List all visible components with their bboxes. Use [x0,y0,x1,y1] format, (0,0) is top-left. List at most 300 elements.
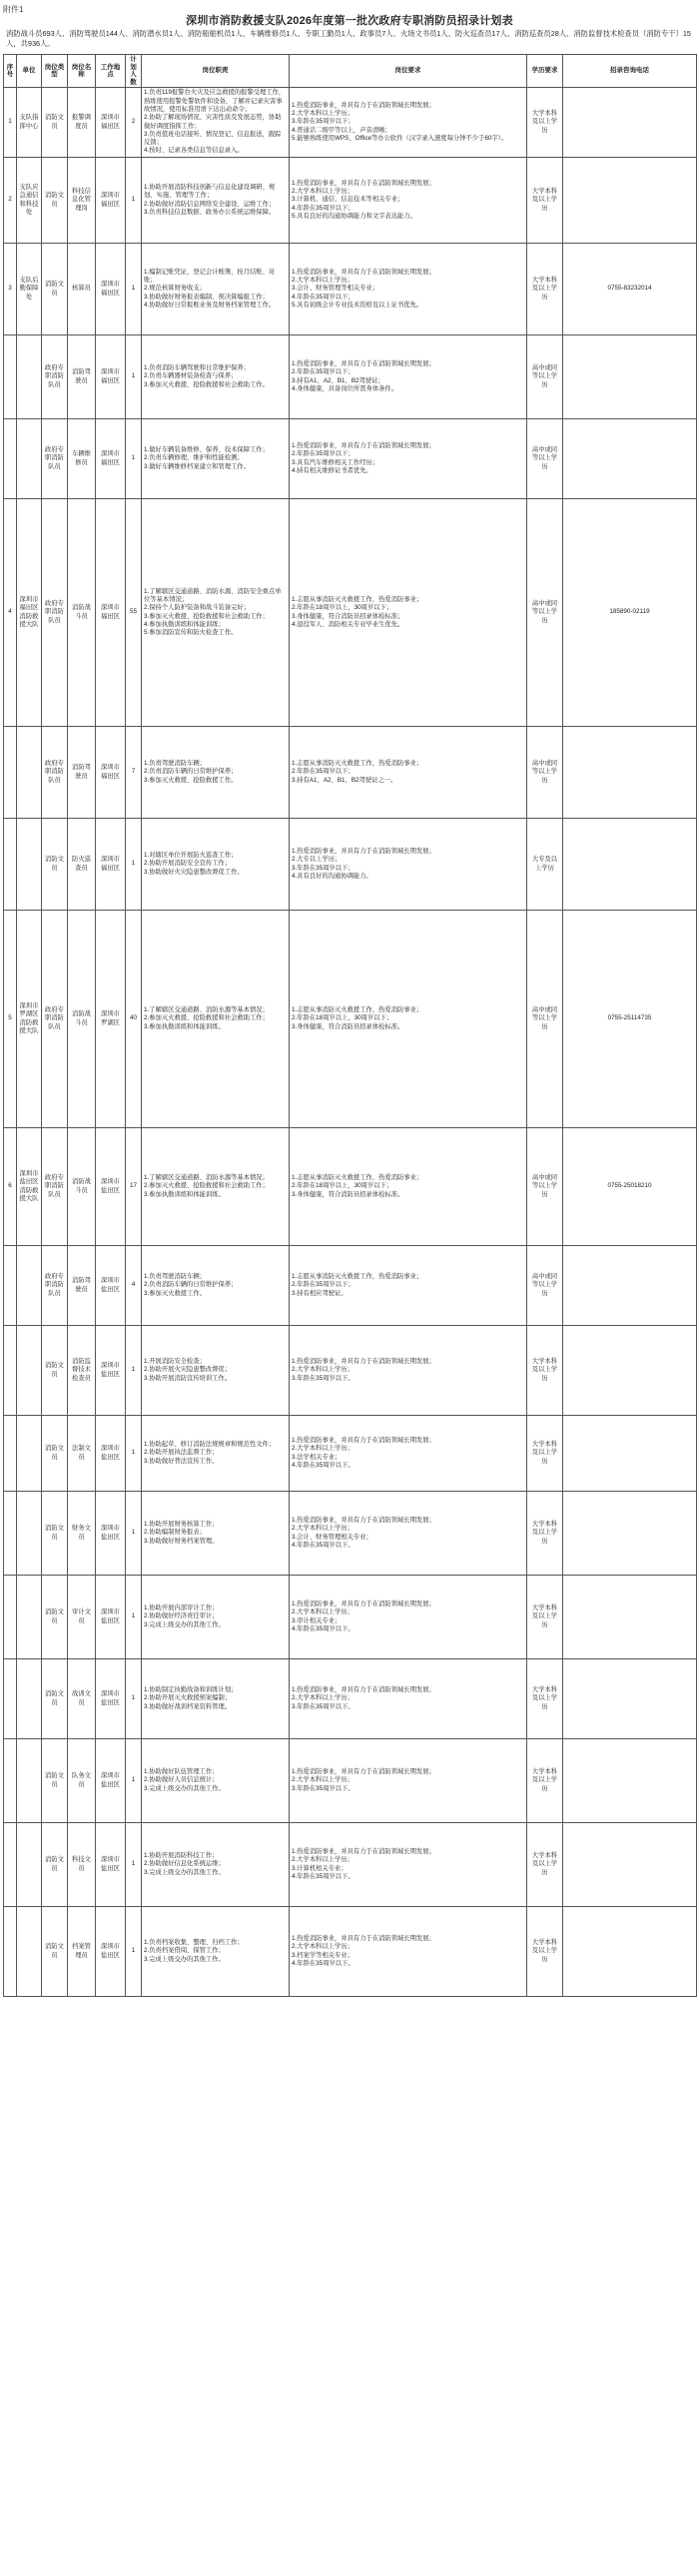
header-requirements: 岗位要求 [290,55,527,88]
cell-name: 防火巡查员 [68,819,96,911]
cell-seq [4,1246,17,1326]
duty-line: 3.完成上级交办的其他工作。 [144,1784,225,1792]
cell-requirements [290,1823,527,1907]
cell-requirements [290,727,527,819]
cell-requirements [290,244,527,335]
cell-duties [142,244,290,335]
duty-line: 3.协助做好财务档案管理。 [144,1537,219,1545]
requirement-line: 3.法学相关专业； [292,1453,342,1461]
table-row [4,158,697,244]
cell-count: 1 [126,819,142,911]
table-row [4,1416,697,1492]
requirement-line: 3.计算机相关专业； [292,1864,348,1872]
requirement-line: 3.持有A1、A2、B1、B2驾驶证； [292,376,384,384]
table-row [4,244,697,335]
cell-place: 深圳市福田区 [96,88,126,158]
requirement-line: 3.档案学等相关专业； [292,1951,353,1959]
cell-unit [17,1246,42,1326]
duty-line: 4.协助做好日常报账业务及财务档案管理工作。 [144,301,276,309]
cell-phone [563,1739,697,1823]
cell-place: 深圳市盐田区 [96,1128,126,1246]
recruitment-table [3,54,697,1997]
cell-duties [142,419,290,499]
cell-phone [563,1576,697,1659]
cell-unit: 深圳市罗湖区消防救援大队 [17,911,42,1128]
table-row [4,1659,697,1739]
duty-line: 1.协助制定执勤战备和训练计划； [144,1686,238,1694]
cell-unit: 支队应急通信和科技处 [17,158,42,244]
requirement-line: 2.年龄在35周岁以下； [292,1281,354,1289]
duty-line: 2.参加灭火救援、抢险救援和社会救助工作； [144,1182,269,1190]
requirement-line: 1.热爱消防事业，并具有力于在消防领域长期发展； [292,179,435,187]
cell-unit [17,1576,42,1659]
cell-name: 消防战斗员 [68,1128,96,1246]
duty-line: 1.协助开展内部审计工作； [144,1605,219,1612]
duty-line: 1.开展消防安全检查； [144,1358,206,1366]
cell-place: 深圳市盐田区 [96,1326,126,1416]
duty-line: 3.完成上级交办的其他工作。 [144,1955,225,1963]
duty-line: 2.负责消防车辆的日常维护保养； [144,768,238,776]
cell-phone [563,335,697,419]
duty-line: 3.协助做好普法宣传工作。 [144,1457,219,1465]
requirement-line: 2.大学本科以上学历； [292,1943,353,1951]
cell-phone [563,158,697,244]
requirement-line: 2.年龄在35周岁以下； [292,768,354,776]
cell-place: 深圳市福田区 [96,727,126,819]
requirement-line: 1.志愿从事消防灭火救援工作，热爱消防事业； [292,1273,423,1281]
cell-type: 消防文员 [42,244,68,335]
table-row [4,1576,697,1659]
requirement-line: 1.热爱消防事业，并具有力于在消防领域长期发展； [292,1516,435,1524]
requirement-line: 4.普通话二级甲等以上，声音清晰； [292,126,391,134]
requirement-line: 2.大学本科以上学历； [292,1366,353,1374]
cell-type: 消防文员 [42,158,68,244]
requirement-line: 2.年龄在35周岁以下； [292,368,354,376]
duty-line: 2.负责档案借阅、保管工作； [144,1947,225,1955]
cell-seq [4,1823,17,1907]
cell-name: 核算员 [68,244,96,335]
requirement-line: 1.热爱消防事业，并具有力于在消防领域长期发展； [292,1358,435,1366]
cell-phone [563,819,697,911]
cell-count: 1 [126,1823,142,1907]
cell-requirements [290,499,527,727]
header-education: 学历要求 [527,55,563,88]
cell-seq [4,819,17,911]
cell-seq [4,1326,17,1416]
cell-seq [4,1492,17,1576]
duty-line: 3.参加灭火救援、抢险救援工作。 [144,776,238,784]
requirement-line: 1.志愿从事消防灭火救援工作，热爱消防事业； [292,1006,423,1014]
duty-line: 1.协助开展财务核算工作； [144,1521,219,1529]
cell-phone [563,419,697,499]
requirement-line: 2.大学本科以上学历； [292,1776,353,1784]
cell-duties [142,158,290,244]
cell-name: 车辆维修员 [68,419,96,499]
cell-phone [563,88,697,158]
cell-education: 大学本科及以上学历 [527,1416,563,1492]
cell-place: 深圳市福田区 [96,158,126,244]
cell-count: 1 [126,335,142,419]
cell-requirements [290,88,527,158]
cell-name: 消防战斗员 [68,911,96,1128]
header-unit: 单位 [17,55,42,88]
cell-requirements [290,911,527,1128]
duty-line: 2.协助开展灭火救援预案编制； [144,1694,232,1702]
cell-requirements [290,1739,527,1823]
requirement-line: 4.退役军人、消防相关专业毕业生优先。 [292,620,404,628]
cell-requirements [290,1416,527,1492]
requirement-line: 2.年龄在35周岁以下； [292,450,354,458]
duty-line: 1.负责档案收集、整理、归档工作； [144,1939,244,1947]
cell-education: 高中或同等以上学历 [527,419,563,499]
cell-name: 队务文员 [68,1739,96,1823]
cell-count: 1 [126,1576,142,1659]
duty-line: 2.协助开展火灾隐患整改督促； [144,1366,232,1374]
duty-line: 4.按时、记录各类信息等信息录入。 [144,147,244,155]
requirement-line: 4.持有相关维修证书者优先。 [292,466,372,474]
duty-line: 3.参加执勤训练和体能训练。 [144,1190,225,1198]
cell-education: 高中或同等以上学历 [527,335,563,419]
header-type: 岗位类型 [42,55,68,88]
cell-duties [142,1246,290,1326]
cell-education: 大学本科及以上学历 [527,158,563,244]
cell-education: 高中或同等以上学历 [527,911,563,1128]
duty-line: 1.做好车辆装备维修、保养、技术保障工作； [144,446,269,454]
cell-duties [142,1128,290,1246]
cell-seq [4,1576,17,1659]
table-row [4,1739,697,1823]
cell-education: 大学本科及以上学历 [527,244,563,335]
cell-name: 消防驾驶员 [68,1246,96,1326]
attachment-label: 附件1 [3,5,24,14]
cell-phone: 0755-25114735 [563,911,697,1128]
cell-type: 政府专职消防队员 [42,911,68,1128]
cell-education: 大学本科及以上学历 [527,1492,563,1576]
duty-line: 2.协助做好消防信息网络安全建设、运维工作； [144,200,276,208]
cell-requirements [290,1659,527,1739]
cell-place: 深圳市盐田区 [96,1492,126,1576]
cell-type: 政府专职消防队员 [42,419,68,499]
requirement-line: 4.年龄在35周岁以下； [292,293,354,301]
duty-line: 1.了解辖区交通道路、消防水源等基本情况； [144,1174,269,1182]
duty-line: 2.协助做好经济责任审计； [144,1612,219,1620]
cell-count: 1 [126,419,142,499]
requirement-line: 2.大学本科以上学历； [292,1856,353,1864]
duty-line: 4.参加执勤训练和体能训练； [144,620,225,628]
requirement-line: 2.大学本科以上学历； [292,110,353,118]
header-phone: 招录咨询电话 [563,55,697,88]
cell-seq: 2 [4,158,17,244]
cell-unit [17,1326,42,1416]
duty-line: 1.对辖区单位开展防火巡查工作； [144,852,238,860]
cell-unit: 支队指挥中心 [17,88,42,158]
cell-phone [563,1823,697,1907]
cell-phone: 0755-83232014 [563,244,697,335]
cell-name: 消防驾驶员 [68,335,96,419]
requirement-line: 5.具有初级会计专业技术资格及以上证书优先。 [292,301,423,309]
cell-education: 高中或同等以上学历 [527,1246,563,1326]
table-row [4,88,697,158]
duty-line: 1.协助开展消防科技工作； [144,1852,219,1860]
cell-type: 政府专职消防队员 [42,1128,68,1246]
cell-unit [17,1492,42,1576]
table-body [4,88,697,1997]
table-row [4,911,697,1128]
cell-unit: 深圳市福田区消防救援大队 [17,499,42,727]
table-row [4,1907,697,1997]
cell-requirements [290,1492,527,1576]
cell-seq [4,1416,17,1492]
duty-line: 1.负责驾驶消防车辆； [144,760,206,768]
table-row [4,727,697,819]
cell-education: 大学本科及以上学历 [527,88,563,158]
cell-requirements [290,335,527,419]
cell-duties [142,88,290,158]
cell-requirements [290,1576,527,1659]
requirement-line: 1.热爱消防事业，并具有力于在消防领域长期发展； [292,1847,435,1855]
cell-place: 深圳市福田区 [96,244,126,335]
header-seq: 序号 [4,55,17,88]
cell-type: 政府专职消防队员 [42,727,68,819]
requirement-line: 3.持有相应驾驶证。 [292,1289,348,1297]
cell-count: 1 [126,1659,142,1739]
cell-type: 消防文员 [42,1659,68,1739]
duty-line: 3.参加灭火救援、抢险救援和社会救助工作； [144,612,269,620]
duty-line: 3.协助做好财务报表编制、预决算编报工作； [144,293,269,301]
requirement-line: 2.大学本科以上学历； [292,277,353,285]
cell-phone [563,1659,697,1739]
cell-count: 1 [126,1492,142,1576]
cell-unit [17,1416,42,1492]
duty-line: 3.完成上级交办的其他工作。 [144,1620,225,1628]
cell-phone [563,1907,697,1997]
requirement-line: 4.年龄在35周岁以下。 [292,1541,354,1549]
duty-line: 2.规范核算财务收支； [144,285,206,293]
header-duties: 岗位职责 [142,55,290,88]
recruitment-summary: 消防战斗员693人、消防驾驶员144人、消防潜水员1人、消防船舶机员1人、车辆维修员1人、专职工勤员1人、政事员7人、火场文书员1人、防火巡查员17人、消防巡查员28人、消防监督技术检查员（消防专干）15人，共936人。 [6,29,691,48]
duty-line: 2.协助开展执法监督工作； [144,1449,219,1457]
cell-education: 大学本科及以上学历 [527,1823,563,1907]
cell-type: 政府专职消防队员 [42,1246,68,1326]
duty-line: 3.负责值班电话接听、情况登记、信息报送，跟踪反馈； [144,130,282,147]
cell-count: 17 [126,1128,142,1246]
cell-duties [142,819,290,911]
cell-seq [4,1907,17,1997]
cell-count: 40 [126,911,142,1128]
duty-line: 3.参加灭火救援工作。 [144,1289,206,1297]
cell-type: 消防文员 [42,1823,68,1907]
duty-line: 3.协助做好战训档案资料管理。 [144,1702,232,1710]
requirement-line: 4.年龄在35周岁以下。 [292,1461,354,1469]
duty-line: 2.协助做好信息化系统运维； [144,1860,225,1868]
cell-duties [142,1492,290,1576]
requirement-line: 2.大学本科以上学历； [292,188,353,196]
duty-line: 2.负责消防车辆的日常维护保养； [144,1281,238,1289]
header-name: 岗位名称 [68,55,96,88]
cell-name: 战训文员 [68,1659,96,1739]
cell-phone [563,727,697,819]
cell-type: 消防文员 [42,1739,68,1823]
cell-requirements [290,1246,527,1326]
cell-phone [563,1246,697,1326]
cell-requirements [290,419,527,499]
cell-duties [142,727,290,819]
cell-type: 政府专职消防队员 [42,335,68,419]
cell-type: 消防文员 [42,1416,68,1492]
cell-duties [142,1576,290,1659]
cell-count: 1 [126,1416,142,1492]
cell-count: 1 [126,158,142,244]
requirement-line: 2.大学本科以上学历； [292,1445,353,1453]
cell-phone: 185890-02119 [563,499,697,727]
cell-seq [4,335,17,419]
cell-duties [142,499,290,727]
cell-name: 审计文员 [68,1576,96,1659]
table-header-row [4,55,697,88]
cell-duties [142,1659,290,1739]
requirement-line: 4.年龄在35周岁以下； [292,204,354,212]
cell-count: 1 [126,1739,142,1823]
cell-seq: 1 [4,88,17,158]
table-row [4,1823,697,1907]
requirement-line: 2.年龄在18周岁以上，30周岁以下； [292,1014,393,1022]
cell-duties [142,1823,290,1907]
cell-type: 消防文员 [42,1907,68,1997]
cell-name: 科技文员 [68,1823,96,1907]
requirement-line: 3.会计、财务管理相关专业； [292,1533,372,1541]
cell-unit [17,335,42,419]
cell-requirements [290,1128,527,1246]
requirement-line: 1.志愿从事消防灭火救援工作，热爱消防事业； [292,1174,423,1182]
cell-name: 档案管理员 [68,1907,96,1997]
cell-duties [142,911,290,1128]
requirement-line: 1.热爱消防事业，并具有力于在消防领域长期发展； [292,101,435,109]
table-row [4,1326,697,1416]
requirement-line: 2.大学本科以上学历； [292,1525,353,1533]
duty-line: 2.协助开展消防安全宣传工作； [144,860,232,868]
cell-unit [17,1907,42,1997]
cell-count: 4 [126,1246,142,1326]
requirement-line: 1.热爱消防事业，并具有力于在消防领域长期发展； [292,1600,435,1608]
cell-type: 政府专职消防队员 [42,499,68,727]
cell-seq [4,1659,17,1739]
requirement-line: 5.具有良好的沟通协调能力和文字表达能力。 [292,212,416,220]
cell-name: 财务文员 [68,1492,96,1576]
table-row [4,419,697,499]
duty-line: 1.负责119报警台火灾及应急救援的报警受理工作，熟练使用报警处警软件和设备，了解并记录灾害事故情况，使用标准用语下达出动命令； [144,89,286,113]
requirement-line: 1.热爱消防事业，并具有力于在消防领域长期发展； [292,441,435,449]
duty-line: 2.负责车辆器材装备检查与保养； [144,372,238,380]
cell-seq: 4 [4,499,17,727]
cell-name: 科技信息化管理岗 [68,158,96,244]
requirement-line: 3.会计、财务管理等相关专业； [292,285,379,293]
requirement-line: 1.热爱消防事业，并具有力于在消防领域长期发展； [292,1934,435,1942]
cell-seq [4,1739,17,1823]
requirement-line: 2.年龄在18周岁以上，30周岁以下； [292,604,393,612]
cell-duties [142,1326,290,1416]
requirement-line: 4.具有良好的沟通协调能力。 [292,872,372,880]
requirement-line: 2.大学本科以上学历； [292,1694,353,1702]
requirement-line: 1.志愿从事消防灭火救援工作，热爱消防事业； [292,595,423,603]
cell-education: 大学本科及以上学历 [527,1576,563,1659]
cell-unit [17,419,42,499]
requirement-line: 1.志愿从事消防灭火救援工作，热爱消防事业； [292,760,423,768]
cell-type: 消防文员 [42,1326,68,1416]
duty-line: 3.参加执勤训练和体能训练。 [144,1022,225,1030]
cell-name: 消防驾驶员 [68,727,96,819]
cell-duties [142,1739,290,1823]
requirement-line: 3.身体健康，符合消防员招录体检标准。 [292,1190,404,1198]
requirement-line: 3.年龄在35周岁以下。 [292,1374,354,1382]
requirement-line: 1.热爱消防事业，并具有力于在消防领域长期发展； [292,359,435,367]
cell-education: 高中或同等以上学历 [527,1128,563,1246]
cell-duties [142,1907,290,1997]
cell-requirements [290,1907,527,1997]
cell-requirements [290,158,527,244]
cell-unit [17,1659,42,1739]
requirement-line: 3.身体健康，符合消防员招录体检标准。 [292,1022,404,1030]
duty-line: 3.做好车辆维修档案建立和管理工作。 [144,462,251,470]
cell-seq: 5 [4,911,17,1128]
cell-seq: 6 [4,1128,17,1246]
cell-phone: 0755-25018210 [563,1128,697,1246]
cell-unit [17,727,42,819]
duty-line: 2.协助了解现场情况、灾害性质及发展态势，协助做好调度指挥工作； [144,114,282,130]
cell-count: 55 [126,499,142,727]
duty-line: 1.负责消防车辆驾驶和日常维护保养； [144,364,251,372]
cell-duties [142,1416,290,1492]
cell-type: 消防文员 [42,88,68,158]
cell-place: 深圳市盐田区 [96,1659,126,1739]
cell-seq [4,727,17,819]
table-row [4,499,697,727]
cell-count: 1 [126,1326,142,1416]
requirement-line: 3.审计相关专业； [292,1616,342,1624]
duty-line: 1.了解辖区交通道路、消防水源、消防安全重点单位等基本情况； [144,587,282,603]
cell-duties [142,335,290,419]
requirement-line: 1.热爱消防事业，并具有力于在消防领域长期发展； [292,268,435,276]
requirement-line: 1.热爱消防事业，并具有力于在消防领域长期发展； [292,847,435,855]
requirement-line: 3.年龄在35周岁以下； [292,864,354,872]
cell-phone [563,1492,697,1576]
table-row [4,1492,697,1576]
cell-education: 大专及以上学历 [527,819,563,911]
duty-line: 3.协助开展消防宣传培训工作。 [144,1374,232,1382]
duty-line: 1.了解辖区交通道路、消防水源等基本情况； [144,1006,269,1014]
table-row [4,819,697,911]
duty-line: 1.协助起草、修订消防法规规章和规范性文件； [144,1441,276,1449]
cell-unit: 深圳市盐田区消防救援大队 [17,1128,42,1246]
duty-line: 1.协助开展消防科技创新与信息化建设调研、规划、实施、管理等工作； [144,183,276,200]
cell-name: 报警调度员 [68,88,96,158]
page-title: 深圳市消防救援支队2026年度第一批次政府专职消防员招录计划表 [186,15,513,27]
cell-phone [563,1326,697,1416]
cell-education: 高中或同等以上学历 [527,499,563,727]
requirement-line: 2.年龄在18周岁以上，30周岁以下； [292,1182,393,1190]
header-place: 工作地点 [96,55,126,88]
cell-place: 深圳市盐田区 [96,1576,126,1659]
header-count: 计划人数 [126,55,142,88]
cell-count: 2 [126,88,142,158]
cell-place: 深圳市福田区 [96,819,126,911]
cell-place: 深圳市福田区 [96,335,126,419]
cell-unit [17,1739,42,1823]
requirement-line: 4.年龄在35周岁以下。 [292,1959,354,1967]
requirement-line: 4.身体健康，具备岗位所需身体条件。 [292,384,398,392]
requirement-line: 1.热爱消防事业，并具有力于在消防领域长期发展； [292,1686,435,1694]
cell-education: 大学本科及以上学历 [527,1907,563,1997]
cell-requirements [290,1326,527,1416]
